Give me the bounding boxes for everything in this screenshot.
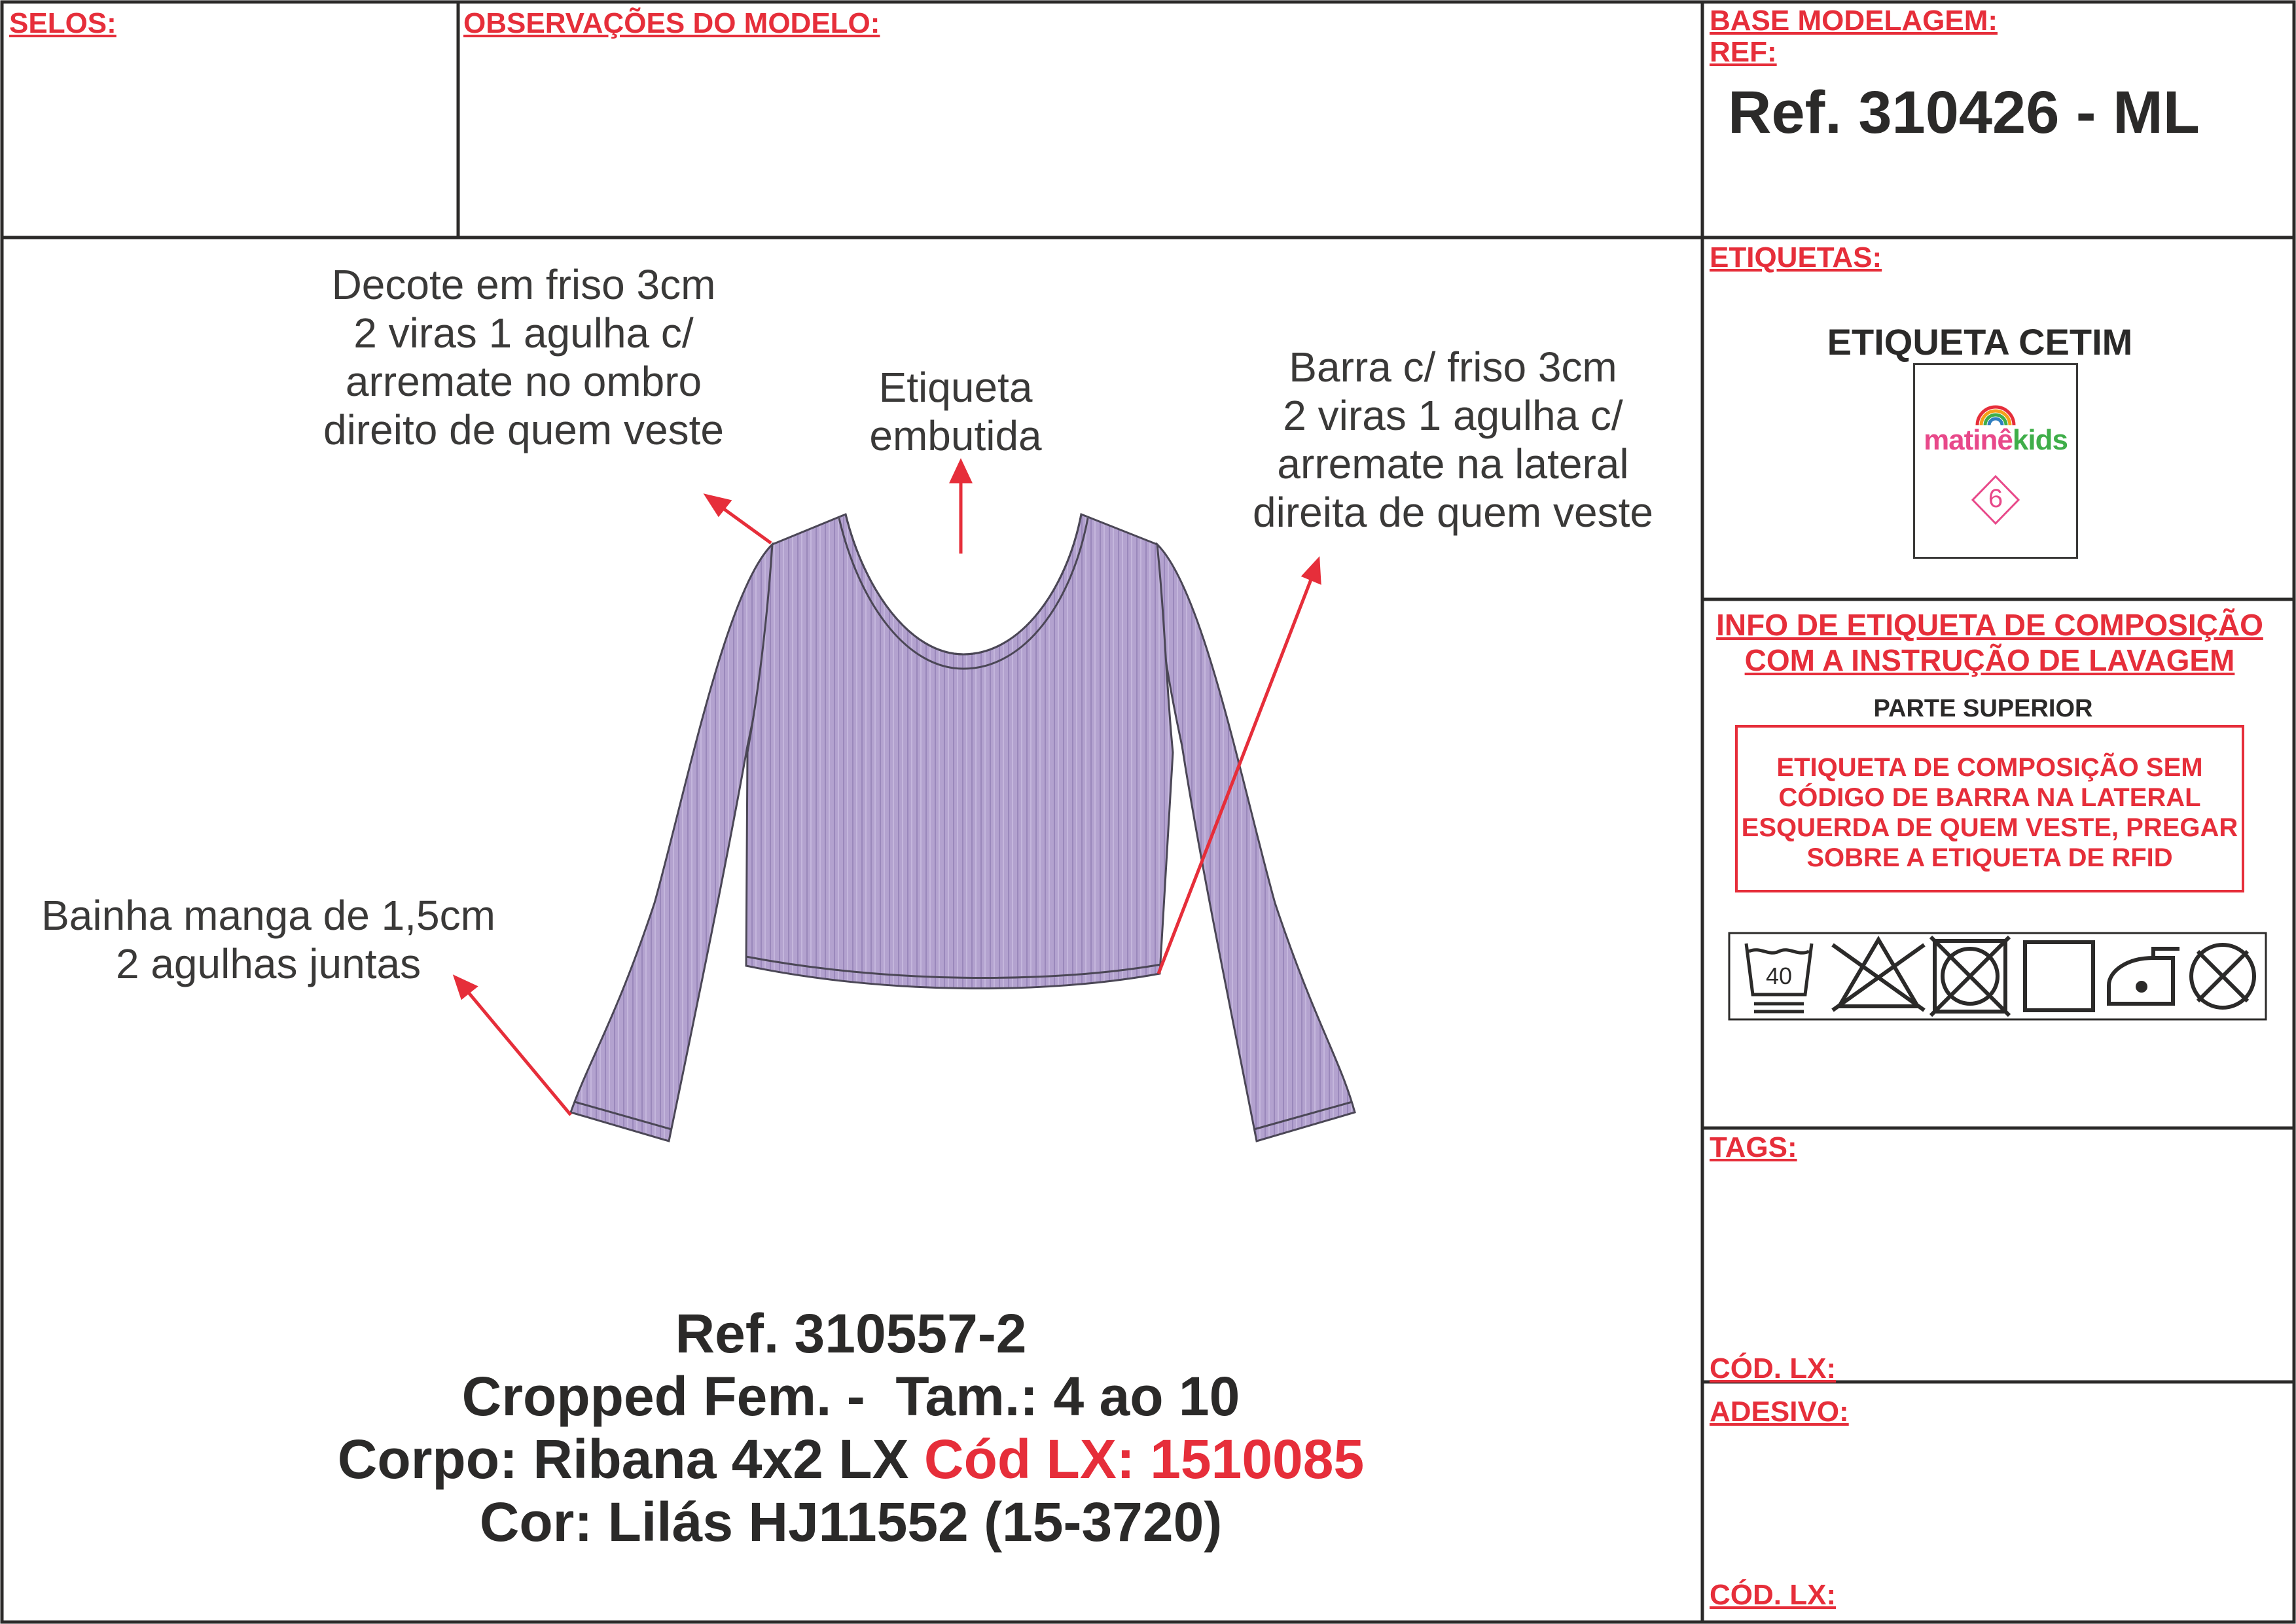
product-fabric	[0, 1428, 1702, 1491]
product-name-size: Cropped Fem. - Tam.: 4 ao 10	[461, 1366, 1240, 1427]
svg-text:40: 40	[1765, 962, 1793, 989]
note-etiqueta: Etiqueta embutida	[869, 364, 1042, 459]
tags-header: TAGS:	[1710, 1131, 1797, 1163]
selos-header: SELOS:	[9, 7, 117, 39]
product-color: Cor: Lilás HJ11552 (15-3720)	[479, 1491, 1223, 1553]
base-modelagem-header: BASE MODELAGEM:	[1710, 5, 1998, 37]
adesivo-header: ADESIVO:	[1710, 1396, 1849, 1428]
composition-instruction: ETIQUETA DE COMPOSIÇÃO SEM CÓDIGO DE BARRA NA LATERAL ESQUERDA DE QUEM VESTE, PREGAR SOBRE A ETIQUETA DE RFID	[1735, 725, 2244, 892]
fabric-code: Cód LX: 1510085	[924, 1428, 1365, 1490]
cod-lx-adesivo-label: CÓD. LX:	[1710, 1579, 1837, 1611]
product-info	[0, 1302, 1702, 1553]
ref-header: REF:	[1710, 36, 1777, 68]
fabric-label: Corpo: Ribana 4x2 LX	[337, 1428, 924, 1490]
garment-body	[746, 514, 1173, 989]
observacoes-header: OBSERVAÇÕES DO MODELO:	[463, 7, 880, 39]
right-sleeve	[1157, 544, 1355, 1141]
product-ref: Ref. 310557-2	[675, 1303, 1027, 1364]
care-symbols	[1728, 932, 2267, 1021]
left-sleeve	[571, 544, 772, 1141]
brand-logo: matinêkids	[1924, 424, 2068, 456]
note-barra: Barra c/ friso 3cm 2 viras 1 agulha c/ arremate na lateral direita de quem veste	[1253, 344, 1653, 536]
base-model-ref: Ref. 310426 - ML	[1728, 79, 2200, 146]
cod-lx-tags-label: CÓD. LX:	[1710, 1352, 1837, 1385]
note-decote: Decote em friso 3cm 2 viras 1 agulha c/ arremate no ombro direito de quem veste	[323, 261, 724, 453]
etiquetas-header: ETIQUETAS:	[1710, 241, 1882, 274]
label-title: ETIQUETA CETIM	[1827, 321, 2133, 362]
note-bainha: Bainha manga de 1,5cm 2 agulhas juntas	[41, 892, 495, 987]
satin-label-preview	[1913, 363, 2078, 559]
label-size: 6	[1988, 484, 2003, 513]
composition-part: PARTE SUPERIOR	[1873, 695, 2093, 722]
no-tumble-dry-icon	[1931, 937, 2009, 1015]
composition-title: INFO DE ETIQUETA DE COMPOSIÇÃO COM A INSTRUÇÃO DE LAVAGEM	[1716, 608, 2263, 677]
size-diamond-icon	[1915, 365, 2076, 557]
